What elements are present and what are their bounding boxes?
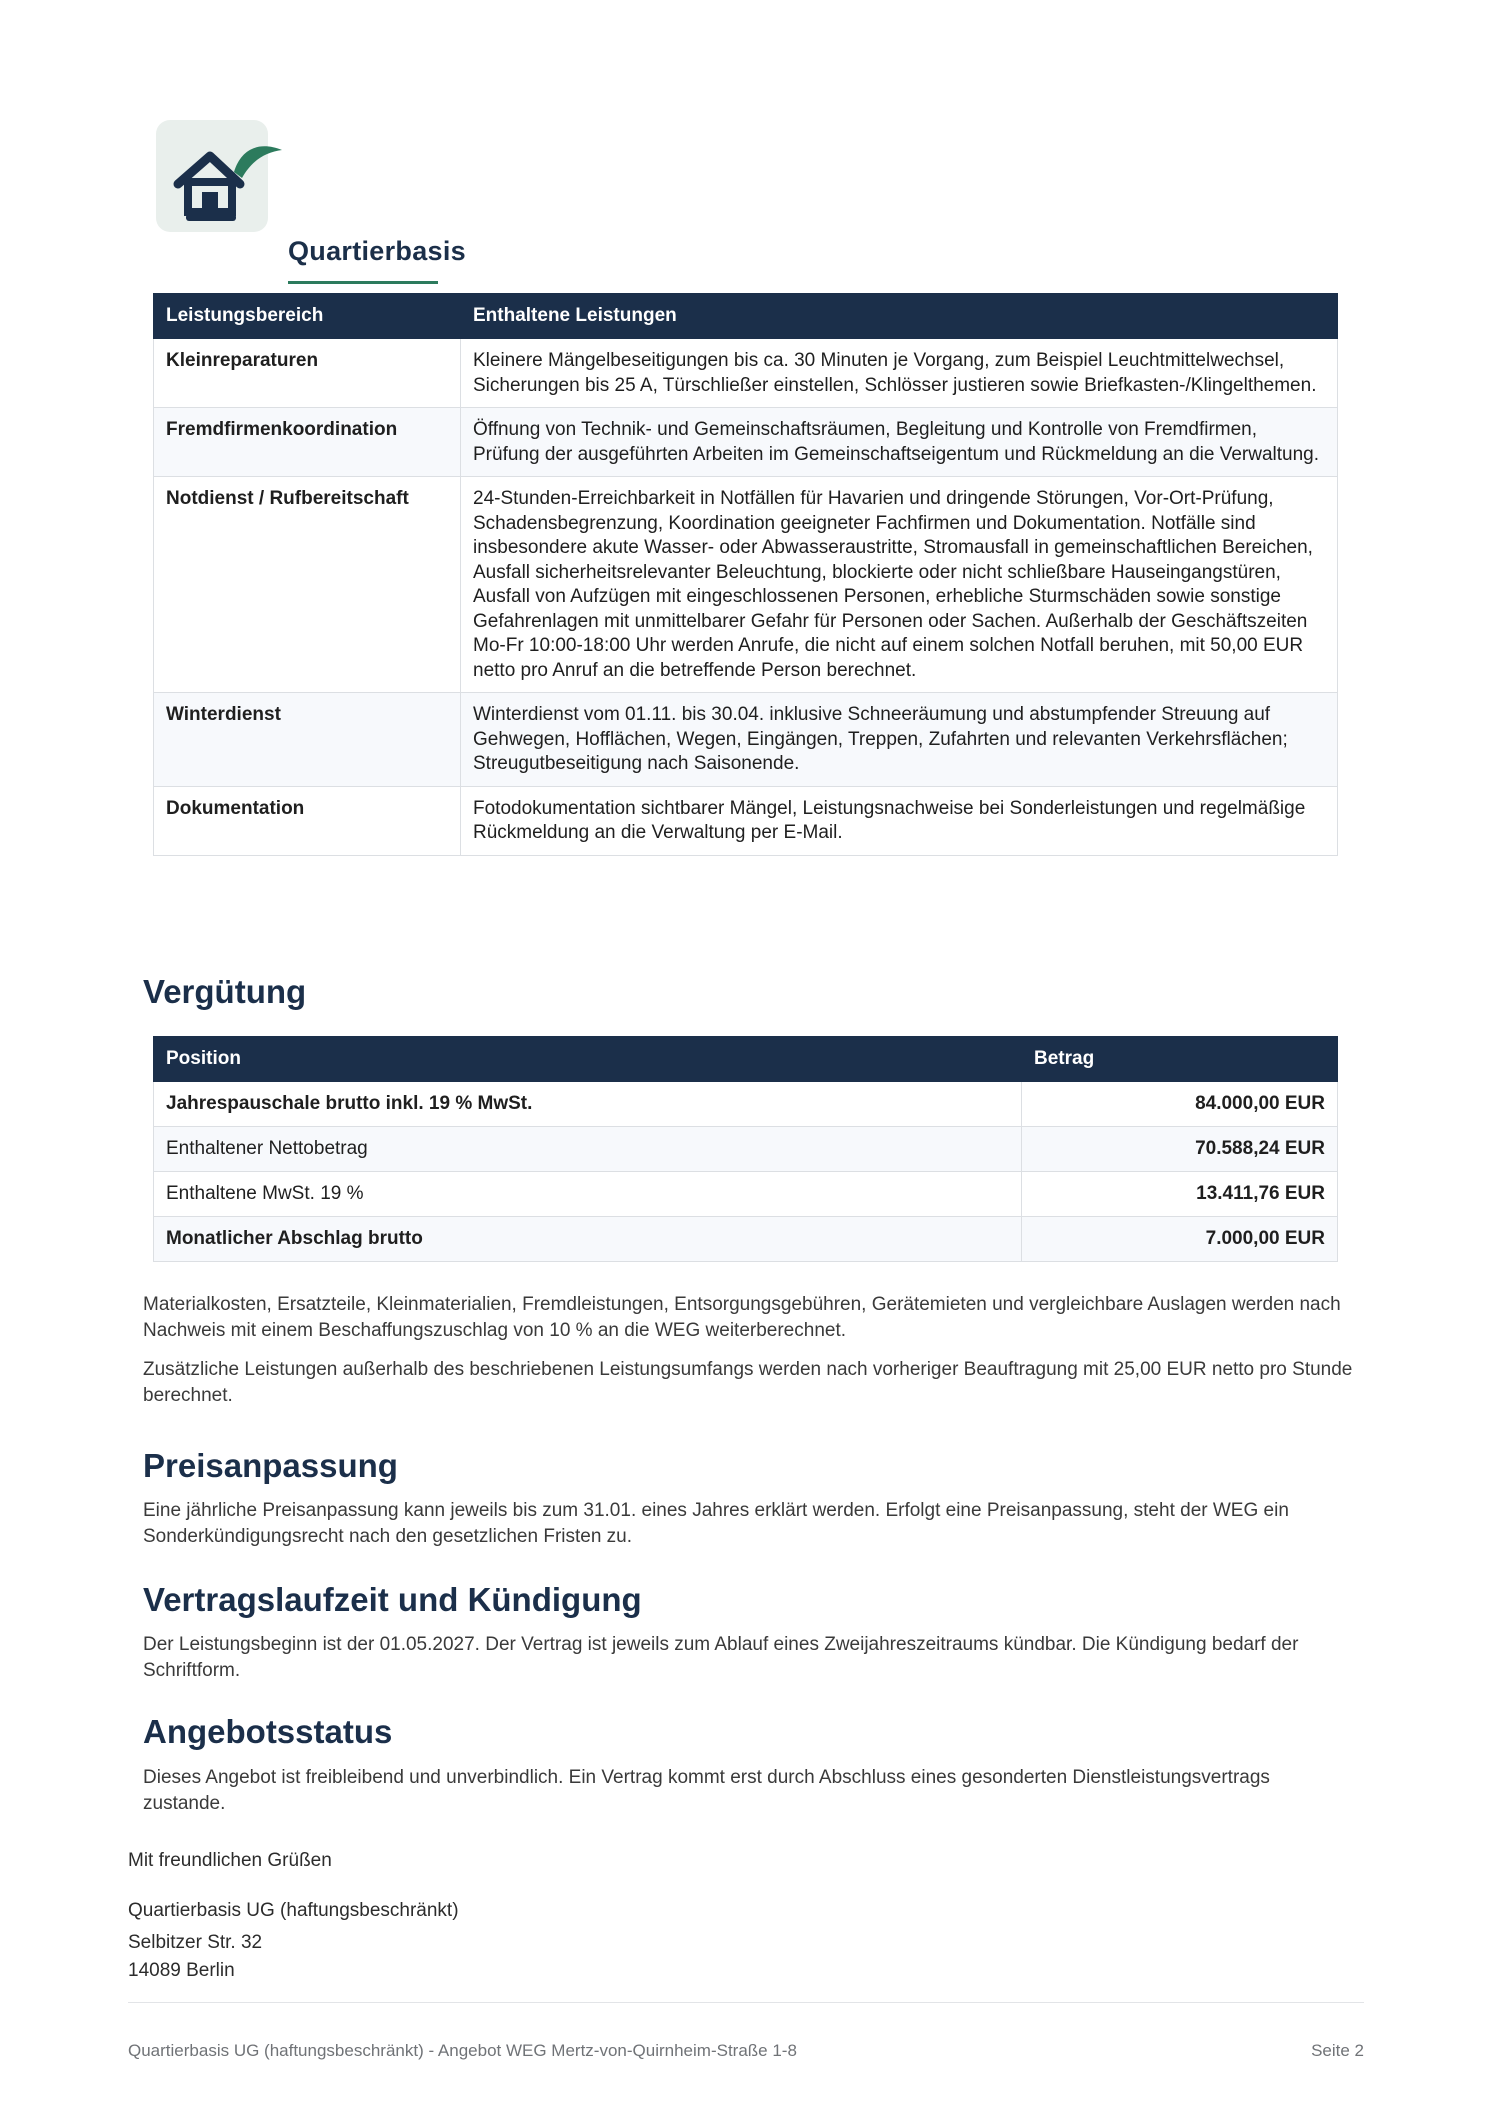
table-row (154, 1172, 1338, 1217)
position-label: Jahrespauschale brutto inkl. 19 % MwSt. (154, 1082, 1022, 1127)
service-description: Öffnung von Technik- und Gemeinschaftsräumen, Begleitung und Kontrolle von Fremdfirmen, Prüfung der ausgeführten Arbeiten im Gemeinschaftseigentum und Rückmeldung an die Verwaltung. (461, 408, 1338, 477)
table-row (154, 1082, 1338, 1127)
table-row (154, 1127, 1338, 1172)
payment-table (153, 1036, 1338, 1262)
footer-divider (128, 2002, 1364, 2003)
service-description: Winterdienst vom 01.11. bis 30.04. inklusive Schneeräumung und abstumpfender Streuung auf Gehwegen, Hofflächen, Wegen, Eingängen, Treppen, Zufahrten und relevanten Verkehrsflächen; Streugutbeseitigung nach Saisonende. (461, 693, 1338, 787)
services-header-row (154, 294, 1338, 339)
position-amount: 84.000,00 EUR (1022, 1082, 1338, 1127)
position-amount: 7.000,00 EUR (1022, 1217, 1338, 1262)
table-row (154, 339, 1338, 408)
service-area: Kleinreparaturen (154, 339, 461, 408)
section-heading-preisanpassung: Preisanpassung (143, 1447, 398, 1484)
position-label: Enthaltene MwSt. 19 % (154, 1172, 1022, 1217)
payment-header-row (154, 1037, 1338, 1082)
signature-street: Selbitzer Str. 32 (128, 1932, 263, 1953)
vertragslaufzeit-text: Der Leistungsbeginn ist der 01.05.2027. Der Vertrag ist jeweils zum Ablauf eines Zweijahreszeitraums kündbar. Die Kündigung bedarf der Schriftform. (143, 1634, 1299, 1681)
services-table (153, 293, 1338, 856)
table-row (154, 408, 1338, 477)
preisanpassung-text: Eine jährliche Preisanpassung kann jeweils bis zum 31.01. eines Jahres erklärt werden. Erfolgt eine Preisanpassung, steht der WEG ein Sonderkündigungsrecht nach den gesetzlichen Fristen zu. (143, 1500, 1289, 1547)
position-label: Enthaltener Nettobetrag (154, 1127, 1022, 1172)
brand-underline (288, 281, 438, 284)
signature-company: Quartierbasis UG (haftungsbeschränkt) (128, 1900, 459, 1921)
service-area: Winterdienst (154, 693, 461, 787)
closing-greeting: Mit freundlichen Grüßen (128, 1850, 332, 1871)
signature-city: 14089 Berlin (128, 1960, 235, 1981)
column-header: Enthaltene Leistungen (461, 294, 1338, 339)
section-heading-vertragslaufzeit: Vertragslaufzeit und Kündigung (143, 1581, 642, 1618)
service-description: Kleinere Mängelbeseitigungen bis ca. 30 Minuten je Vorgang, zum Beispiel Leuchtmittelwechsel, Sicherungen bis 25 A, Türschließer einstellen, Schlösser justieren sowie Briefkasten-/Klingelthemen. (461, 339, 1338, 408)
brand-name: Quartierbasis (288, 236, 466, 266)
section-heading-angebotsstatus: Angebotsstatus (143, 1713, 393, 1750)
table-row (154, 786, 1338, 855)
house-logo-icon (156, 120, 268, 232)
service-area: Notdienst / Rufbereitschaft (154, 477, 461, 693)
footer-document-info: Quartierbasis UG (haftungsbeschränkt) - Angebot WEG Mertz-von-Quirnheim-Straße 1-8 (128, 2041, 797, 2060)
position-amount: 13.411,76 EUR (1022, 1172, 1338, 1217)
service-description: Fotodokumentation sichtbarer Mängel, Leistungsnachweise bei Sonderleistungen und regelmäßige Rückmeldung an die Verwaltung per E-Mail. (461, 786, 1338, 855)
position-label: Monatlicher Abschlag brutto (154, 1217, 1022, 1262)
service-description: 24-Stunden-Erreichbarkeit in Notfällen für Havarien und dringende Störungen, Vor-Ort-Prüfung, Schadensbegrenzung, Koordination geeigneter Fachfirmen und Dokumentation. Notfälle sind insbesondere akute Wasser- oder Abwasseraustritte, Stromausfall in gemeinschaftlichen Bereichen, Ausfall sicherheitsrelevanter Beleuchtung, blockierte oder nicht schließbare Hauseingangstüren, Ausfall von Aufzügen mit eingeschlossenen Personen, erhebliche Sturmschäden sowie sonstige Gefahrenlagen mit unmittelbarer Gefahr für Personen oder Sachen. Außerhalb der Geschäftszeiten Mo-Fr 10:00-18:00 Uhr werden Anrufe, die nicht auf einem solchen Notfall beruhen, mit 50,00 EUR netto pro Anruf an die betreffende Person berechnet. (461, 477, 1338, 693)
column-header: Betrag (1022, 1037, 1338, 1082)
table-row (154, 693, 1338, 787)
column-header: Position (154, 1037, 1022, 1082)
table-row (154, 477, 1338, 693)
position-amount: 70.588,24 EUR (1022, 1127, 1338, 1172)
verguetung-note-additional: Zusätzliche Leistungen außerhalb des beschriebenen Leistungsumfangs werden nach vorheriger Beauftragung mit 25,00 EUR netto pro Stunde berechnet. (143, 1359, 1353, 1406)
service-area: Fremdfirmenkoordination (154, 408, 461, 477)
column-header: Leistungsbereich (154, 294, 461, 339)
page-number: Seite 2 (1311, 2041, 1364, 2060)
service-area: Dokumentation (154, 786, 461, 855)
angebotsstatus-text: Dieses Angebot ist freibleibend und unverbindlich. Ein Vertrag kommt erst durch Abschluss eines gesonderten Dienstleistungsvertrags zustande. (143, 1767, 1270, 1814)
verguetung-note-materials: Materialkosten, Ersatzteile, Kleinmaterialien, Fremdleistungen, Entsorgungsgebühren, Gerätemieten und vergleichbare Auslagen werden nach Nachweis mit einem Beschaffungszuschlag von 10 % an die WEG weiterberechnet. (143, 1294, 1341, 1341)
section-heading-verguetung: Vergütung (143, 973, 307, 1010)
table-row (154, 1217, 1338, 1262)
